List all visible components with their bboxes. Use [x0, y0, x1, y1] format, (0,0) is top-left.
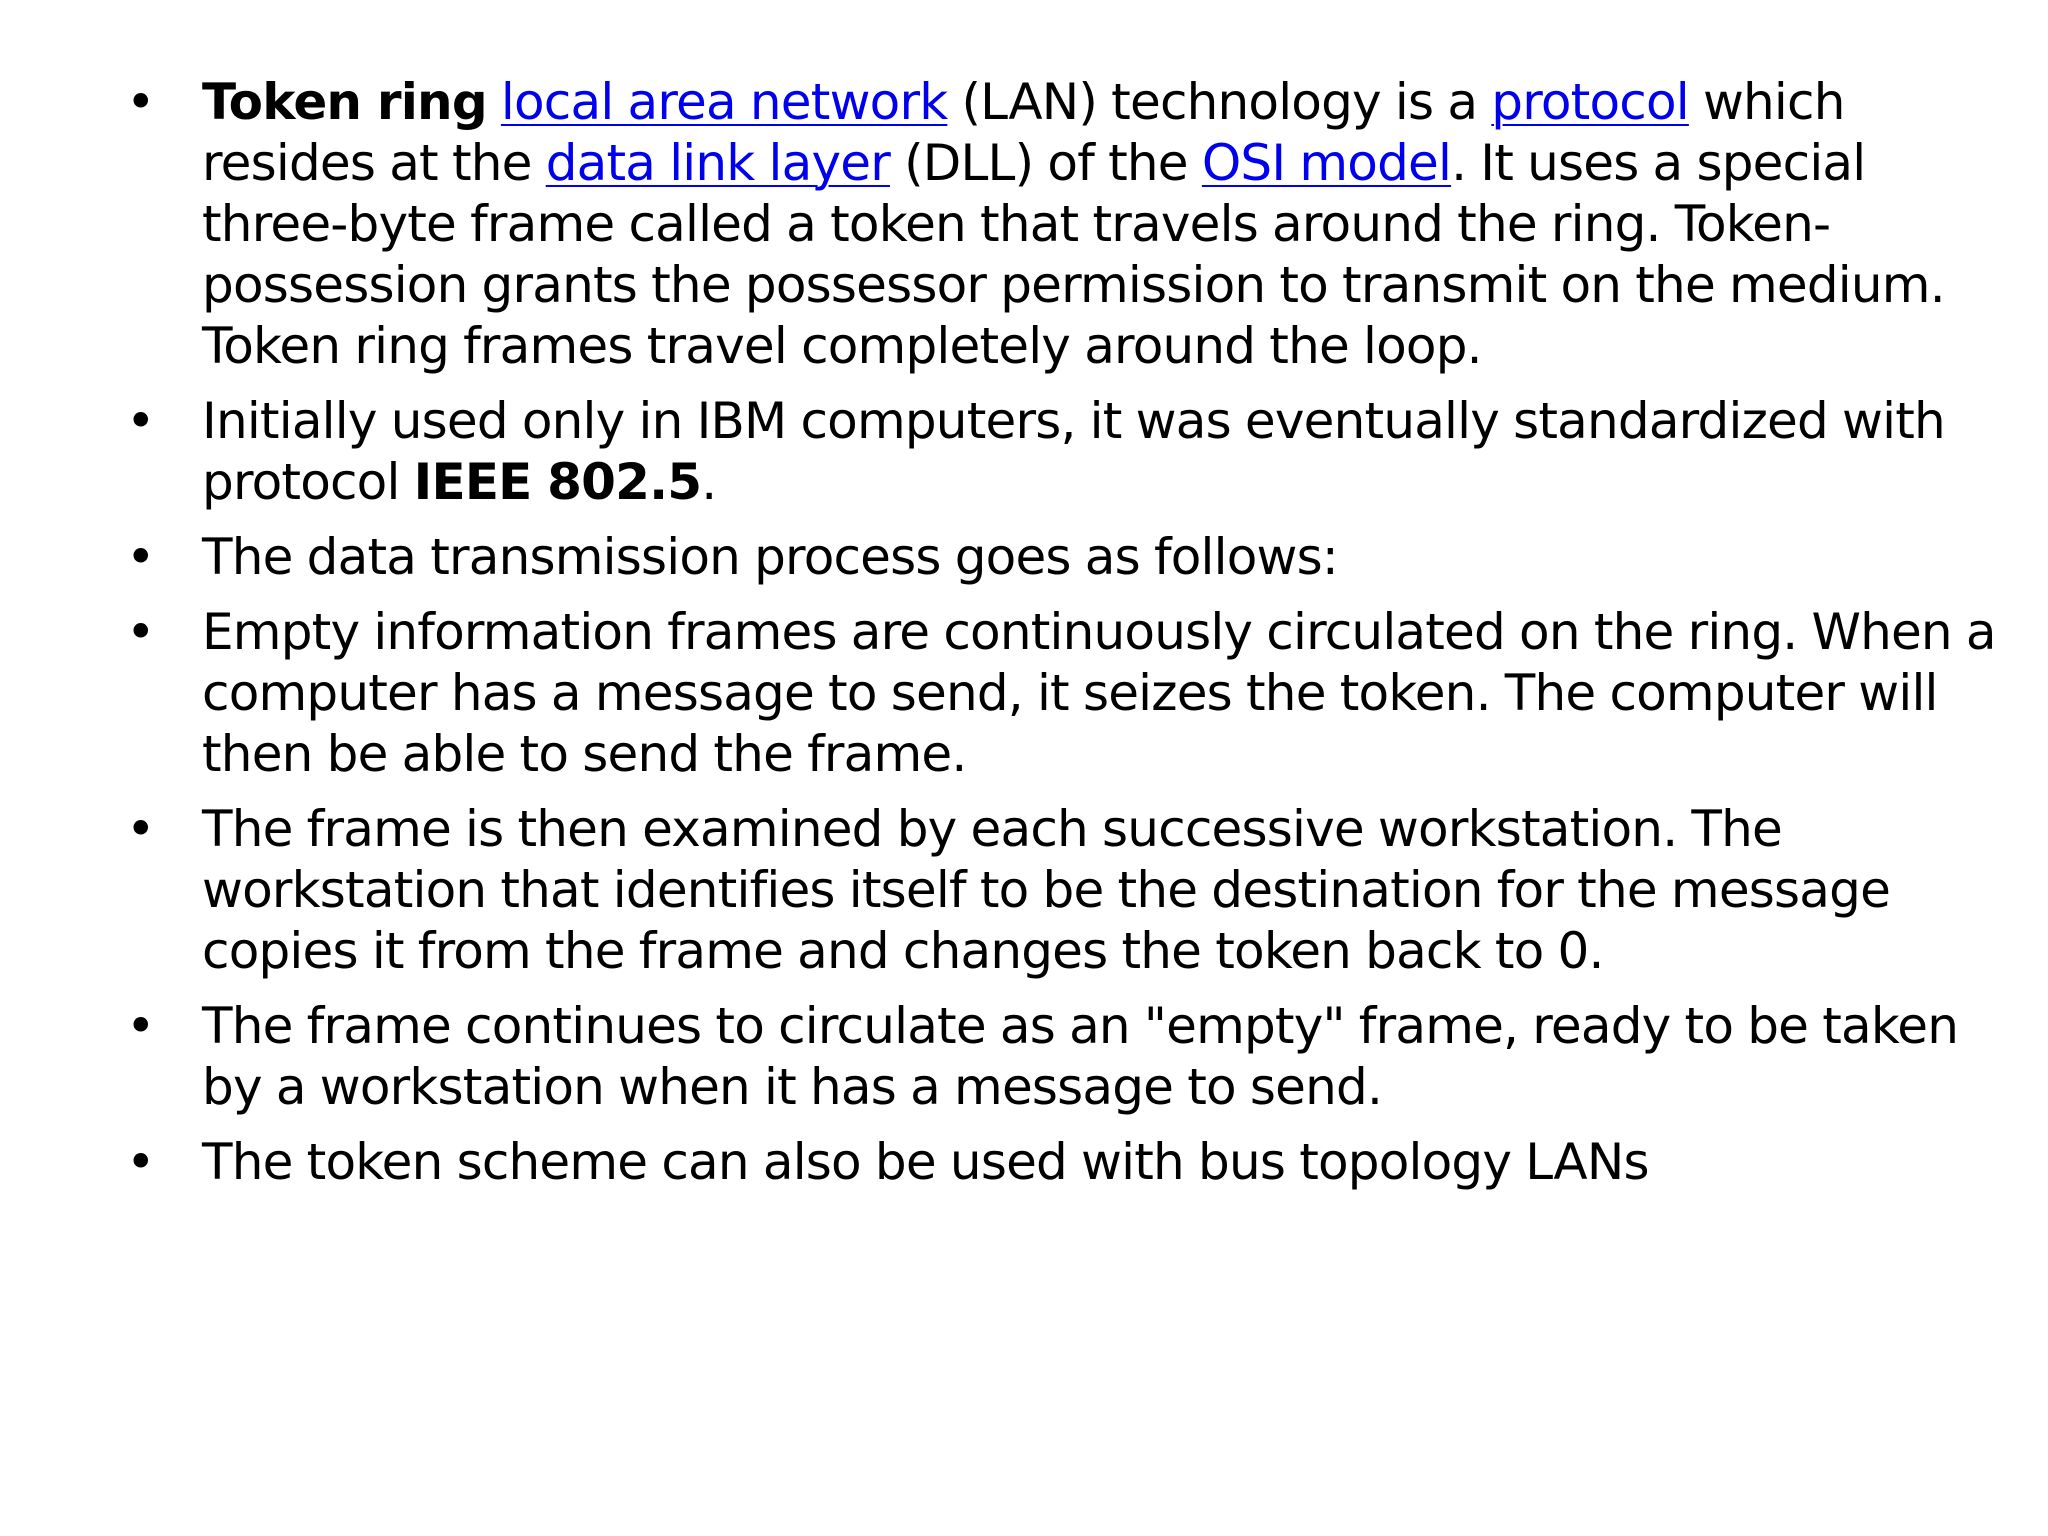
bullet-icon: • — [126, 800, 155, 858]
bullet-item-frame-continues — [118, 996, 1998, 1118]
bullet-text: The token scheme can also be used with bus topology LANs — [202, 1133, 1649, 1191]
link-protocol[interactable]: protocol — [1491, 73, 1689, 131]
bullet-text: . — [701, 453, 717, 511]
bullet-icon: • — [126, 528, 155, 586]
link-osi-model[interactable]: OSI model — [1201, 134, 1452, 192]
bullet-list — [118, 72, 1998, 1207]
bullet-icon: • — [126, 1133, 155, 1191]
bullet-icon: • — [126, 603, 155, 661]
bullet-icon: • — [126, 997, 155, 1055]
bullet-text: The data transmission process goes as follows: — [202, 528, 1338, 586]
bullet-item-bus-topology — [118, 1132, 1998, 1193]
bold-ieee-standard: IEEE 802.5 — [413, 453, 702, 511]
bullet-text: (DLL) of the — [889, 134, 1202, 192]
bullet-text: . It uses a special three-byte frame called a token that travels around the ring. Token-possession grants the possessor permission to transmit on the medium. Token ring frames travel completely around the loop. — [202, 134, 1945, 375]
bullet-text: (LAN) technology is a — [947, 73, 1492, 131]
bullet-item-frame-examined — [118, 799, 1998, 982]
link-data-link-layer[interactable]: data link layer — [545, 134, 890, 192]
bullet-text: The frame is then examined by each successive workstation. The workstation that identifies itself to be the destination for the message copies it from the frame and changes the token back to 0. — [202, 800, 1891, 980]
bullet-icon: • — [126, 73, 155, 131]
bullet-text: Initially used only in IBM computers, it was eventually standardized with protocol — [202, 392, 1945, 511]
bullet-text: which resides at the — [202, 73, 1845, 192]
bullet-item-ibm-standard — [118, 391, 1998, 513]
bullet-text: The frame continues to circulate as an "empty" frame, ready to be taken by a workstation when it has a message to send. — [202, 997, 1959, 1116]
bullet-item-empty-frames — [118, 602, 1998, 785]
bold-lead-token-ring: Token ring — [202, 73, 487, 131]
bullet-text: Empty information frames are continuously circulated on the ring. When a computer has a message to send, it seizes the token. The computer will then be able to send the frame. — [202, 603, 1996, 783]
bullet-icon: • — [126, 392, 155, 450]
bullet-item-process-intro — [118, 527, 1998, 588]
link-local-area-network[interactable]: local area network — [500, 73, 948, 131]
bullet-item-token-ring — [118, 72, 1998, 377]
